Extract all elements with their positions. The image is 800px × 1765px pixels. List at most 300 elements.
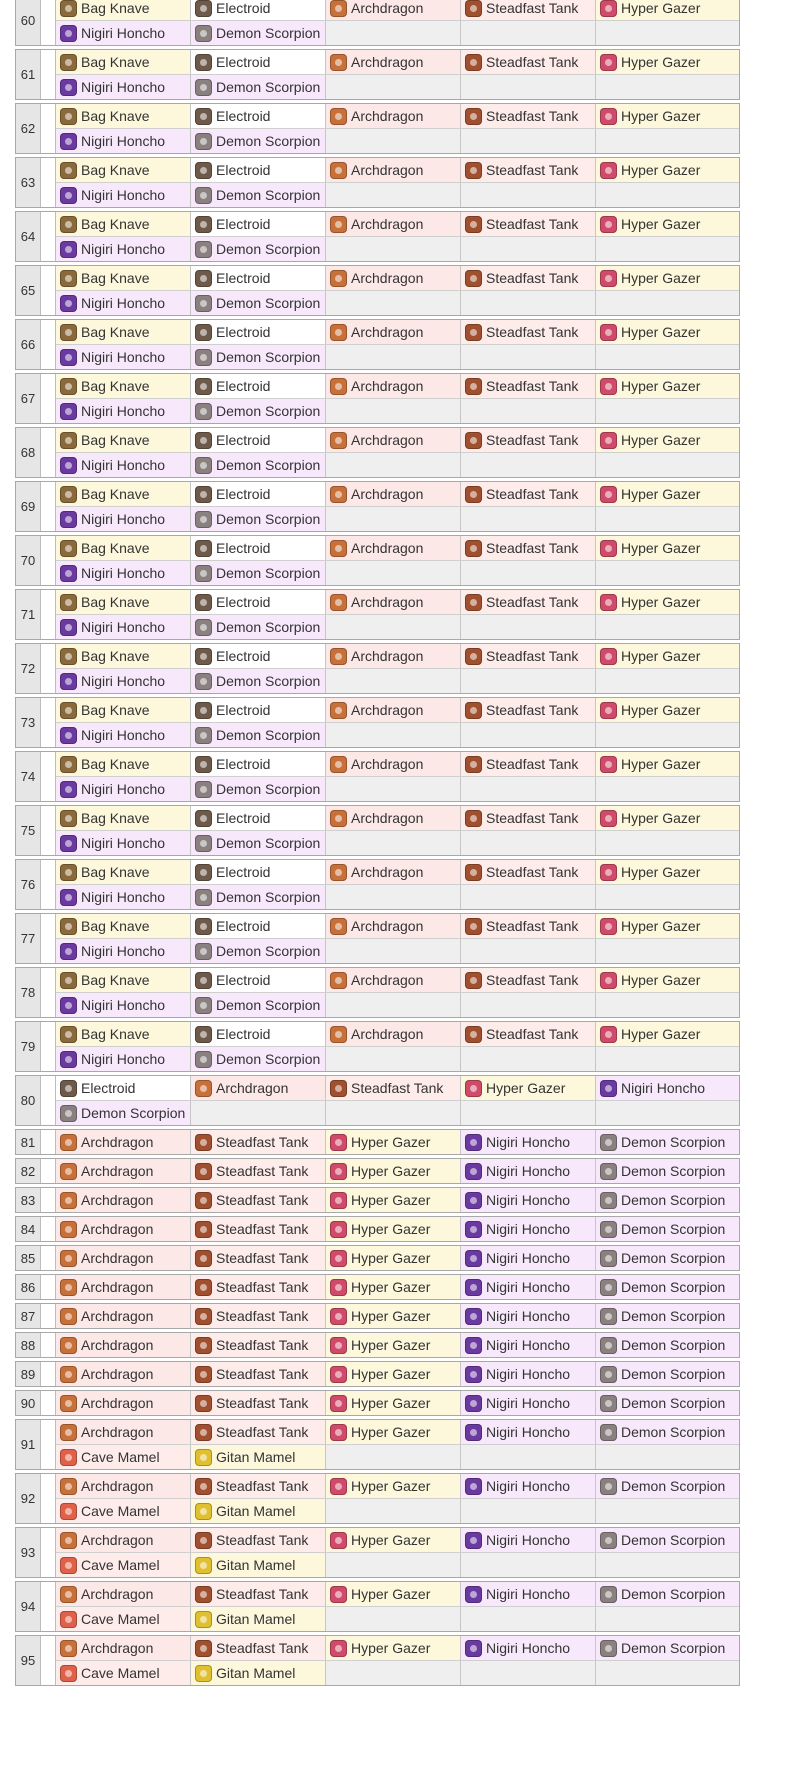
monster-name: Nigiri Honcho [81,889,166,905]
monster-name: Demon Scorpion [216,673,321,689]
blank-cell [41,374,56,423]
nigiri-honcho-icon [465,1192,482,1209]
steadfast-tank-icon [465,594,482,611]
monster-name: Bag Knave [81,864,150,880]
monster-cell [326,1391,461,1415]
monster-name: Archdragon [351,162,424,178]
nigiri-honcho-icon [465,1163,482,1180]
empty-cell [461,723,596,747]
monster-name: Bag Knave [81,972,150,988]
monster-cell [326,968,461,992]
monster-cell [326,0,461,20]
empty-cell [461,885,596,909]
demon-scorpion-icon [600,1395,617,1412]
table-row [15,0,740,46]
monster-name: Hyper Gazer [621,0,701,16]
steadfast-tank-icon [195,1134,212,1151]
bag-knave-icon [60,0,77,17]
blank-cell [41,1275,56,1299]
archdragon-icon [60,1366,77,1383]
monster-name: Archdragon [351,108,424,124]
monster-name: Hyper Gazer [621,810,701,826]
monster-cell [56,266,191,290]
monster-name: Hyper Gazer [351,1308,431,1324]
monster-cell [461,158,596,182]
monster-name: Nigiri Honcho [81,835,166,851]
archdragon-icon [330,648,347,665]
monster-cell [461,1159,596,1183]
row-number: 95 [16,1636,41,1685]
monster-cell [326,212,461,236]
monster-name: Steadfast Tank [216,1250,309,1266]
demon-scorpion-icon [195,727,212,744]
monster-cell [191,266,326,290]
monster-name: Archdragon [81,1192,154,1208]
table-row [15,103,740,154]
monster-cell [326,50,461,74]
demon-scorpion-icon [195,889,212,906]
monster-name: Steadfast Tank [216,1337,309,1353]
archdragon-icon [330,0,347,17]
monster-cell [56,0,191,20]
blank-cell [41,158,56,207]
monster-cell [326,1217,461,1241]
empty-cell [461,777,596,801]
monster-cell [191,75,326,99]
row-number: 62 [16,104,41,153]
bag-knave-icon [60,918,77,935]
monster-name: Hyper Gazer [621,108,701,124]
monster-name: Demon Scorpion [216,25,321,41]
monster-cell [326,104,461,128]
table-row [15,859,740,910]
demon-scorpion-icon [600,1163,617,1180]
steadfast-tank-icon [465,648,482,665]
monster-cell [56,1474,191,1498]
empty-cell [461,507,596,531]
monster-name: Hyper Gazer [621,1026,701,1042]
cave-mamel-icon [60,1611,77,1628]
monster-cell [191,806,326,830]
gitan-mamel-icon [195,1449,212,1466]
monster-name: Nigiri Honcho [486,1366,571,1382]
empty-cell [596,453,739,477]
table-row [15,589,740,640]
monster-name: Archdragon [351,216,424,232]
empty-cell [461,1047,596,1071]
monster-cell [56,914,191,938]
monster-name: Nigiri Honcho [486,1478,571,1494]
monster-cell [596,1528,739,1552]
monster-name: Demon Scorpion [621,1366,726,1382]
monster-cell [596,752,739,776]
monster-name: Hyper Gazer [351,1586,431,1602]
steadfast-tank-icon [465,864,482,881]
row-number: 90 [16,1391,41,1415]
monster-name: Steadfast Tank [216,1532,309,1548]
monster-name: Bag Knave [81,324,150,340]
hyper-gazer-icon [600,432,617,449]
empty-cell [326,831,461,855]
monster-name: Bag Knave [81,0,150,16]
monster-cell [191,320,326,344]
monster-cell [56,129,191,153]
archdragon-icon [330,324,347,341]
steadfast-tank-icon [465,324,482,341]
electroid-icon [195,486,212,503]
row-number: 77 [16,914,41,963]
monster-name: Hyper Gazer [351,1221,431,1237]
electroid-icon [60,1080,77,1097]
monster-cell [56,644,191,668]
empty-cell [461,183,596,207]
demon-scorpion-icon [195,835,212,852]
archdragon-icon [330,540,347,557]
monster-cell [191,399,326,423]
monster-cell [461,590,596,614]
monster-cell [461,1528,596,1552]
demon-scorpion-icon [195,943,212,960]
steadfast-tank-icon [195,1478,212,1495]
monster-cell [326,158,461,182]
archdragon-icon [60,1532,77,1549]
blank-cell [41,1246,56,1270]
empty-cell [461,345,596,369]
archdragon-icon [60,1134,77,1151]
monster-name: Hyper Gazer [351,1395,431,1411]
table-row [15,481,740,532]
demon-scorpion-icon [600,1640,617,1657]
empty-cell [461,1607,596,1631]
monster-cell [56,1445,191,1469]
monster-name: Hyper Gazer [621,972,701,988]
monster-cell [191,482,326,506]
monster-name: Bag Knave [81,756,150,772]
monster-name: Electroid [216,216,271,232]
monster-name: Hyper Gazer [621,756,701,772]
monster-name: Electroid [216,486,271,502]
monster-cell [56,1333,191,1357]
electroid-icon [195,918,212,935]
monster-name: Demon Scorpion [621,1250,726,1266]
monster-cell [56,1636,191,1660]
monster-name: Electroid [216,324,271,340]
monster-cell [191,183,326,207]
monster-cell [56,1159,191,1183]
nigiri-honcho-icon [60,511,77,528]
blank-cell [41,1391,56,1415]
monster-cell [56,1188,191,1212]
monster-name: Demon Scorpion [216,997,321,1013]
monster-cell [56,1246,191,1270]
hyper-gazer-icon [330,1366,347,1383]
bag-knave-icon [60,378,77,395]
electroid-icon [195,270,212,287]
empty-cell [461,561,596,585]
blank-cell [41,1076,56,1125]
monster-cell [56,561,191,585]
row-number: 82 [16,1159,41,1183]
monster-name: Steadfast Tank [216,1366,309,1382]
hyper-gazer-icon [330,1424,347,1441]
monster-cell [461,320,596,344]
nigiri-honcho-icon [465,1134,482,1151]
monster-cell [56,320,191,344]
monster-cell [191,1188,326,1212]
monster-name: Archdragon [351,810,424,826]
monster-name: Hyper Gazer [621,486,701,502]
monster-cell [596,806,739,830]
monster-cell [191,1022,326,1046]
empty-cell [596,183,739,207]
monster-cell [56,212,191,236]
monster-name: Archdragon [81,1640,154,1656]
monster-cell [596,1130,739,1154]
monster-cell [326,1188,461,1212]
electroid-icon [195,594,212,611]
row-number: 65 [16,266,41,315]
monster-cell [596,536,739,560]
monster-cell [191,1130,326,1154]
hyper-gazer-icon [600,648,617,665]
demon-scorpion-icon [60,1105,77,1122]
monster-name: Archdragon [81,1586,154,1602]
empty-cell [326,777,461,801]
monster-cell [461,1275,596,1299]
steadfast-tank-icon [195,1192,212,1209]
monster-cell [596,1022,739,1046]
monster-name: Demon Scorpion [216,241,321,257]
monster-name: Steadfast Tank [216,1279,309,1295]
monster-name: Nigiri Honcho [486,1532,571,1548]
monster-cell [326,1159,461,1183]
steadfast-tank-icon [195,1424,212,1441]
nigiri-honcho-icon [60,1051,77,1068]
monster-name: Archdragon [351,1026,424,1042]
blank-cell [41,536,56,585]
demon-scorpion-icon [600,1586,617,1603]
monster-cell [191,428,326,452]
table-row [15,913,740,964]
hyper-gazer-icon [600,594,617,611]
archdragon-icon [330,216,347,233]
demon-scorpion-icon [600,1134,617,1151]
empty-cell [596,129,739,153]
monster-cell [326,1130,461,1154]
empty-cell [326,1047,461,1071]
nigiri-honcho-icon [60,295,77,312]
monster-name: Electroid [216,54,271,70]
archdragon-icon [60,1308,77,1325]
monster-name: Nigiri Honcho [486,1134,571,1150]
monster-cell [461,428,596,452]
archdragon-icon [330,486,347,503]
demon-scorpion-icon [195,511,212,528]
monster-name: Bag Knave [81,594,150,610]
blank-cell [41,212,56,261]
monster-name: Steadfast Tank [216,1395,309,1411]
demon-scorpion-icon [600,1279,617,1296]
monster-name: Hyper Gazer [621,432,701,448]
monster-name: Steadfast Tank [216,1424,309,1440]
monster-name: Hyper Gazer [621,864,701,880]
monster-name: Electroid [216,162,271,178]
empty-cell [596,291,739,315]
steadfast-tank-icon [195,1308,212,1325]
monster-cell [326,1528,461,1552]
monster-name: Hyper Gazer [621,324,701,340]
monster-name: Electroid [216,756,271,772]
monster-cell [596,212,739,236]
monster-name: Demon Scorpion [621,1308,726,1324]
hyper-gazer-icon [465,1080,482,1097]
electroid-icon [195,648,212,665]
bag-knave-icon [60,432,77,449]
monster-cell [56,399,191,423]
demon-scorpion-icon [195,241,212,258]
electroid-icon [195,864,212,881]
table-row [15,643,740,694]
monster-name: Nigiri Honcho [81,349,166,365]
cave-mamel-icon [60,1557,77,1574]
row-number: 67 [16,374,41,423]
steadfast-tank-icon [465,108,482,125]
monster-name: Archdragon [81,1308,154,1324]
monster-name: Bag Knave [81,270,150,286]
monster-cell [191,1333,326,1357]
monster-cell [191,453,326,477]
table-row [15,1158,740,1184]
nigiri-honcho-icon [60,349,77,366]
monster-cell [191,831,326,855]
monster-name: Nigiri Honcho [486,1221,571,1237]
hyper-gazer-icon [330,1134,347,1151]
blank-cell [41,266,56,315]
row-number: 86 [16,1275,41,1299]
cave-mamel-icon [60,1449,77,1466]
monster-name: Hyper Gazer [351,1532,431,1548]
monster-cell [461,1188,596,1212]
monster-name: Nigiri Honcho [81,241,166,257]
monster-name: Gitan Mamel [216,1665,296,1681]
monster-name: Archdragon [351,54,424,70]
monster-cell [56,806,191,830]
steadfast-tank-icon [195,1279,212,1296]
monster-cell [56,1130,191,1154]
archdragon-icon [60,1586,77,1603]
blank-cell [41,1528,56,1577]
monster-name: Electroid [216,378,271,394]
monster-name: Nigiri Honcho [621,1080,706,1096]
hyper-gazer-icon [600,162,617,179]
gitan-mamel-icon [195,1665,212,1682]
monster-cell [56,183,191,207]
monster-cell [326,644,461,668]
monster-name: Archdragon [351,0,424,16]
table-row [15,427,740,478]
monster-cell [191,590,326,614]
monster-cell [596,1636,739,1660]
empty-cell [326,1661,461,1685]
monster-name: Bag Knave [81,648,150,664]
steadfast-tank-icon [465,270,482,287]
monster-name: Nigiri Honcho [81,943,166,959]
blank-cell [41,1636,56,1685]
empty-cell [596,939,739,963]
steadfast-tank-icon [195,1586,212,1603]
monster-name: Electroid [216,972,271,988]
bag-knave-icon [60,594,77,611]
monster-cell [191,1246,326,1270]
monster-name: Steadfast Tank [216,1221,309,1237]
monster-name: Archdragon [351,594,424,610]
monster-name: Steadfast Tank [486,702,579,718]
monster-cell [191,212,326,236]
monster-cell [326,1636,461,1660]
cave-mamel-icon [60,1665,77,1682]
blank-cell [41,590,56,639]
electroid-icon [195,162,212,179]
monster-name: Hyper Gazer [351,1478,431,1494]
monster-name: Demon Scorpion [81,1105,186,1121]
empty-cell [461,939,596,963]
monster-name: Steadfast Tank [486,486,579,502]
demon-scorpion-icon [195,25,212,42]
monster-name: Demon Scorpion [621,1279,726,1295]
monster-cell [461,212,596,236]
monster-name: Electroid [216,864,271,880]
steadfast-tank-icon [465,216,482,233]
hyper-gazer-icon [600,486,617,503]
monster-name: Electroid [216,540,271,556]
bag-knave-icon [60,1026,77,1043]
empty-cell [596,399,739,423]
monster-cell [56,507,191,531]
demon-scorpion-icon [600,1250,617,1267]
empty-cell [326,345,461,369]
monster-cell [596,914,739,938]
nigiri-honcho-icon [60,187,77,204]
table-row [15,1419,740,1470]
monster-cell [191,536,326,560]
monster-cell [326,1420,461,1444]
monster-name: Archdragon [81,1134,154,1150]
empty-cell [596,561,739,585]
demon-scorpion-icon [600,1532,617,1549]
empty-cell [326,399,461,423]
monster-cell [56,1582,191,1606]
monster-cell [56,615,191,639]
bag-knave-icon [60,864,77,881]
monster-cell [596,1076,739,1100]
monster-name: Bag Knave [81,486,150,502]
monster-cell [596,1474,739,1498]
monster-cell [461,1076,596,1100]
monster-name: Steadfast Tank [216,1640,309,1656]
monster-cell [461,1391,596,1415]
monster-name: Electroid [216,918,271,934]
bag-knave-icon [60,540,77,557]
monster-name: Steadfast Tank [486,216,579,232]
monster-name: Gitan Mamel [216,1557,296,1573]
monster-name: Hyper Gazer [621,216,701,232]
monster-cell [596,0,739,20]
monster-name: Steadfast Tank [486,54,579,70]
hyper-gazer-icon [330,1192,347,1209]
monster-name: Hyper Gazer [621,702,701,718]
monster-cell [56,1420,191,1444]
row-number: 69 [16,482,41,531]
